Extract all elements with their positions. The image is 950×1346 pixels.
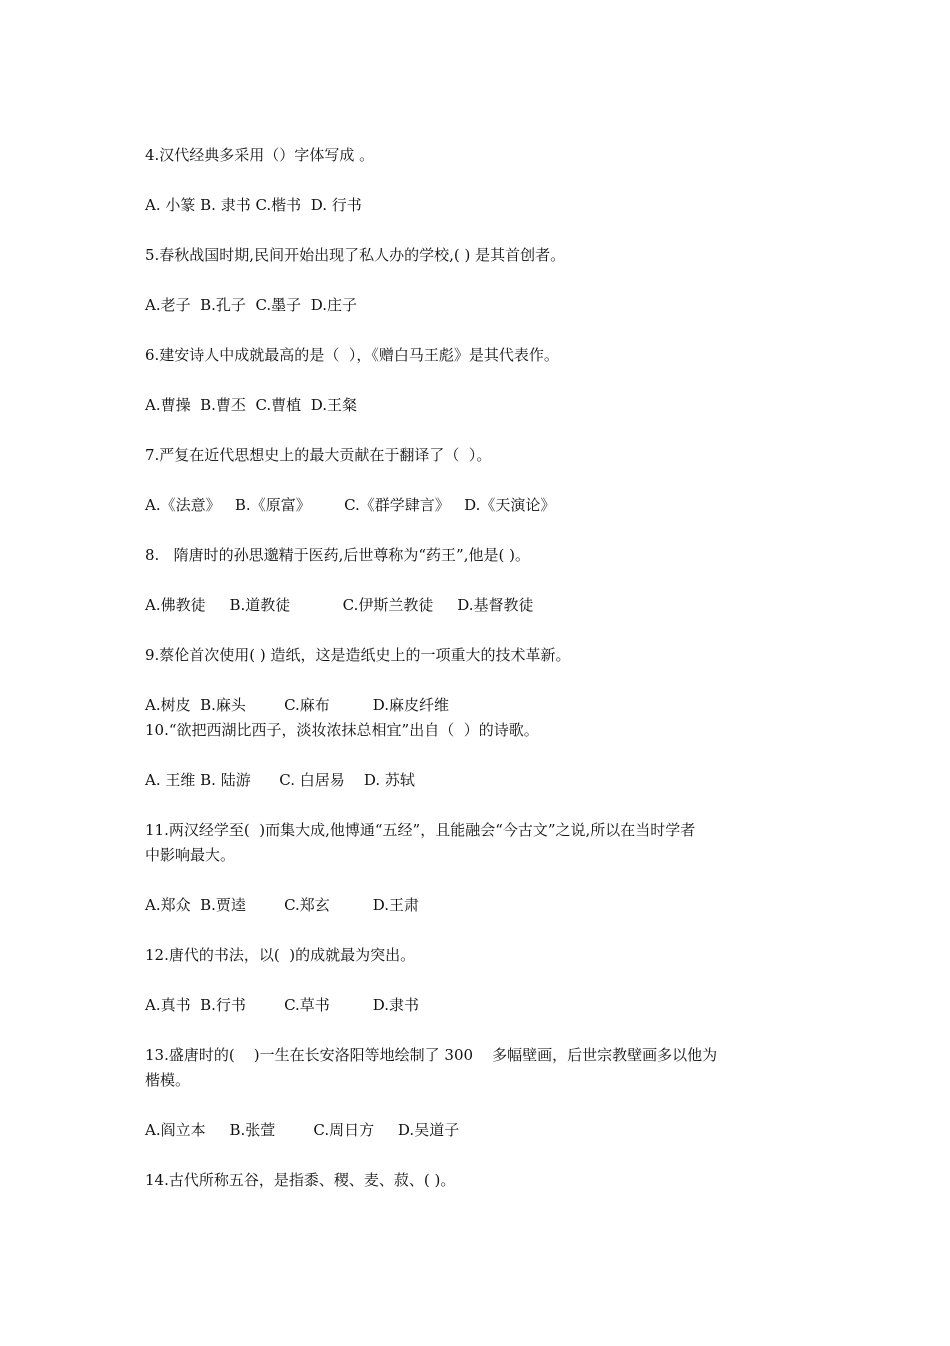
- question-11-stem: 11.两汉经学至( )而集大成,他博通“五经”，且能融会“今古文”之说,所以在当时学者: [145, 821, 696, 839]
- question-11-options: A.郑众 B.贾逵 C.郑玄 D.王肃: [145, 896, 419, 914]
- question-10-stem: 10.“欲把西湖比西子，淡妆浓抹总相宜”出自（ ）的诗歌。: [145, 721, 539, 739]
- question-5-stem: 5.春秋战国时期,民间开始出现了私人办的学校,( ) 是其首创者。: [145, 246, 566, 264]
- question-8-options: A.佛教徒 B.道教徒 C.伊斯兰教徒 D.基督教徒: [145, 596, 534, 614]
- question-8-stem: 8. 隋唐时的孙思邈精于医药,后世尊称为“药王”,他是( )。: [145, 546, 530, 564]
- question-13-options: A.阎立本 B.张萱 C.周日方 D.吴道子: [145, 1121, 460, 1139]
- question-11-stem-continued: 中影响最大。: [145, 846, 236, 864]
- question-9-stem: 9.蔡伦首次使用( ) 造纸，这是造纸史上的一项重大的技术革新。: [145, 646, 571, 664]
- question-6-options: A.曹操 B.曹丕 C.曹植 D.王粲: [145, 396, 357, 414]
- question-13-stem: 13.盛唐时的( )一生在长安洛阳等地绘制了 300 多幅壁画，后世宗教壁画多以他为: [145, 1046, 718, 1064]
- question-14-stem: 14.古代所称五谷，是指黍、稷、麦、菽、( )。: [145, 1171, 456, 1189]
- question-10-options: A. 王维 B. 陆游 C. 白居易 D. 苏轼: [145, 771, 415, 789]
- question-12-options: A.真书 B.行书 C.草书 D.隶书: [145, 996, 419, 1014]
- question-12-stem: 12.唐代的书法，以( )的成就最为突出。: [145, 946, 416, 964]
- question-7-options: A.《法意》 B.《原富》 C.《群学肆言》 D.《天演论》: [145, 496, 556, 514]
- question-6-stem: 6.建安诗人中成就最高的是（ ），《赠白马王彪》是其代表作。: [145, 346, 559, 364]
- question-5-options: A.老子 B.孔子 C.墨子 D.庄子: [145, 296, 357, 314]
- question-4-stem: 4.汉代经典多采用（）字体写成 。: [145, 146, 375, 164]
- question-13-stem-continued: 楷模。: [145, 1071, 191, 1089]
- question-4-options: A. 小篆 B. 隶书 C.楷书 D. 行书: [145, 196, 362, 214]
- question-7-stem: 7.严复在近代思想史上的最大贡献在于翻译了（ ）。: [145, 446, 492, 464]
- question-9-options: A.树皮 B.麻头 C.麻布 D.麻皮纤维: [145, 696, 449, 714]
